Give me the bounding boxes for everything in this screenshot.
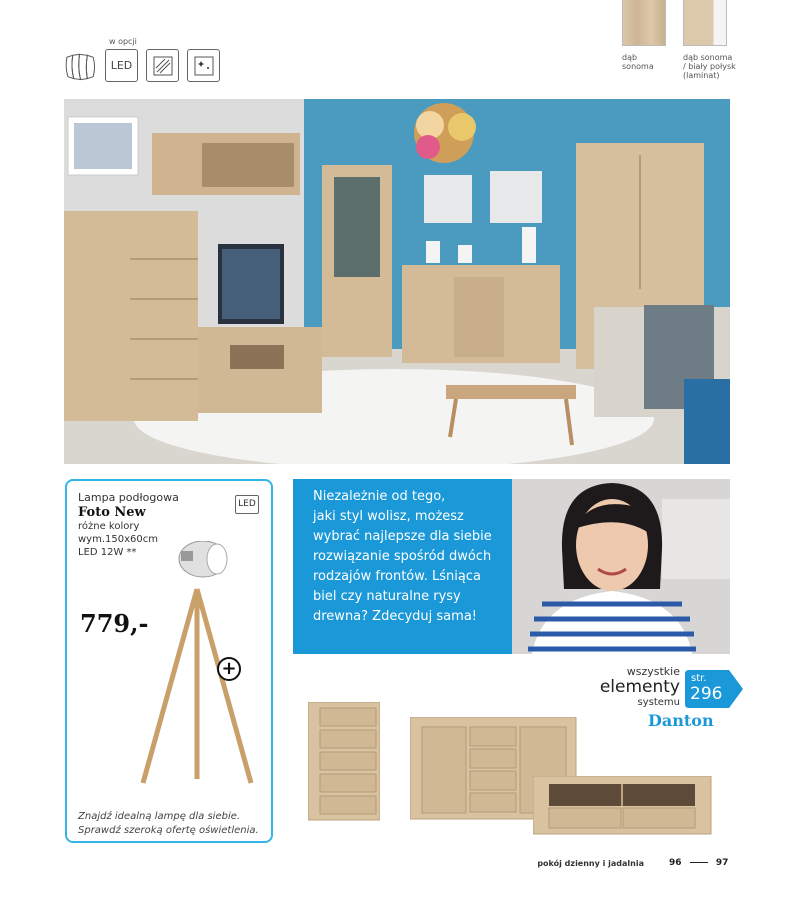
led-icon xyxy=(105,49,138,82)
promo-line: biel czy naturalne rysy xyxy=(313,589,461,604)
lamp-note-line: Znajdź idealną lampę dla siebie. xyxy=(78,811,241,822)
str-label: str. xyxy=(691,673,707,684)
page-divider xyxy=(690,862,708,863)
swatch-label-line: dąb xyxy=(622,53,638,62)
promo-line: Niezależnie od tego, xyxy=(313,489,446,504)
system-line3: systemu xyxy=(637,697,680,708)
section-label: pokój dzienny i jadalnia xyxy=(537,859,644,868)
woman-photo xyxy=(512,479,730,654)
lamp-note-line: Sprawdź szeroką ofertę oświetlenia. xyxy=(78,825,259,836)
promo-panel xyxy=(293,479,512,654)
lamp-note xyxy=(78,810,259,838)
page-right: 97 xyxy=(715,858,729,868)
shelf-icon xyxy=(64,49,97,82)
lamp-type: Lampa podłogowa xyxy=(78,491,179,504)
system-label xyxy=(590,666,680,708)
swatch-label-line: (laminat) xyxy=(683,71,720,80)
swatch-label-line: sonoma xyxy=(622,62,654,71)
page-ref-number: 296 xyxy=(690,684,723,704)
promo-line: wybrać najlepsze dla siebie xyxy=(313,529,492,544)
system-line2: elementy xyxy=(599,677,680,697)
room-photo xyxy=(64,99,730,464)
page-numbers xyxy=(669,858,728,868)
led-icon-label: LED xyxy=(110,59,133,72)
lamp-colors: różne kolory xyxy=(78,521,140,532)
lamp-image xyxy=(137,541,267,786)
lamp-size: wym.150x60cm xyxy=(78,534,158,545)
glass-icon xyxy=(146,49,179,82)
swatch-sonoma-white xyxy=(683,0,727,46)
add-icon[interactable]: + xyxy=(217,657,241,681)
lamp-bulb: LED 12W ** xyxy=(78,547,137,558)
brand-name: Danton xyxy=(648,711,714,730)
promo-line: rodzajów frontów. Lśniąca xyxy=(313,569,481,584)
promo-line: drewna? Zdecyduj sama! xyxy=(313,609,477,624)
swatch-label-line: dąb sonoma xyxy=(683,53,733,62)
system-line1: wszystkie xyxy=(626,665,680,678)
promo-line: jaki styl wolisz, możesz xyxy=(313,509,464,524)
swatch-label-line: / biały połysk xyxy=(683,62,736,71)
tv-stand-image xyxy=(533,776,713,836)
lamp-price: 779,- xyxy=(80,609,149,638)
options-label: w opcji xyxy=(109,37,137,46)
page-ref-badge[interactable] xyxy=(685,670,743,708)
lamp-offer-box xyxy=(65,479,273,843)
page-left: 96 xyxy=(669,858,682,868)
swatch-sonoma-label xyxy=(622,53,654,71)
lamp-name: Foto New xyxy=(78,505,146,520)
swatch-sonoma xyxy=(622,0,666,46)
lighting-icon xyxy=(187,49,220,82)
led-badge: LED xyxy=(235,495,259,514)
swatch-sonoma-white-label xyxy=(683,53,736,80)
dresser-image xyxy=(308,702,380,822)
promo-line: rozwiązanie spośród dwóch xyxy=(313,549,492,564)
